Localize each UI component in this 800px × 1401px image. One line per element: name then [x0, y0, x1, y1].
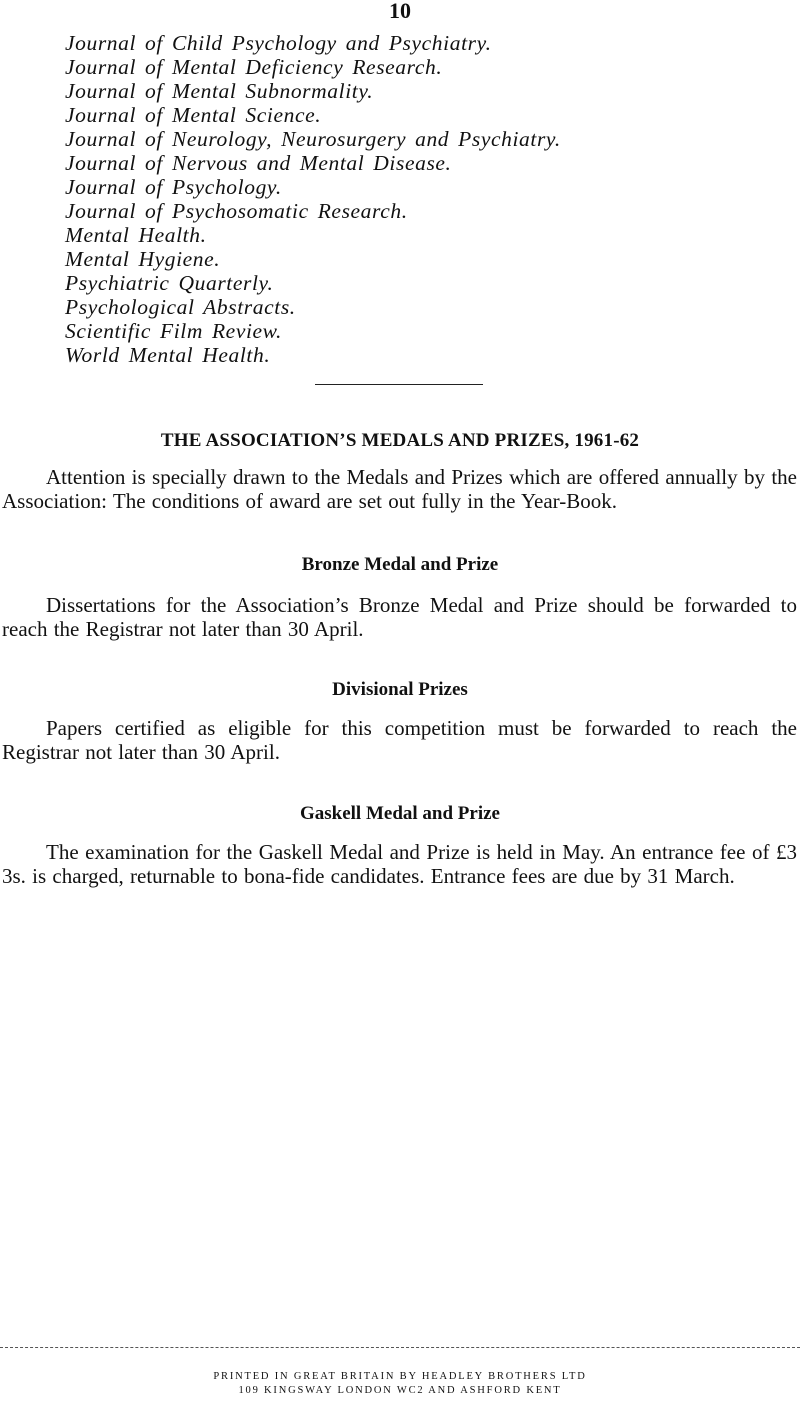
page-number: 10: [389, 0, 411, 23]
gaskell-medal-text: The examination for the Gaskell Medal and Prize is held in May. An entrance fee of £3 3s. is charged, returnable to bona-fide candidates. Entrance fees are due by 31 March.: [2, 840, 797, 888]
bronze-medal-heading: Bronze Medal and Prize: [301, 554, 499, 575]
bronze-medal-text: Dissertations for the Association’s Bronze Medal and Prize should be forwarded to reach the Registrar not later than 30 April.: [2, 593, 797, 641]
divisional-prizes-text: Papers certified as eligible for this competition must be forwarded to reach the Registrar not later than 30 April.: [2, 716, 797, 764]
journal-item: Journal of Neurology, Neurosurgery and Psychiatry.: [65, 127, 561, 151]
printer-imprint-line-2: 109 KINGSWAY LONDON WC2 AND ASHFORD KENT: [238, 1385, 562, 1396]
printer-imprint-line-1: PRINTED IN GREAT BRITAIN BY HEADLEY BROTHERS LTD: [213, 1371, 587, 1382]
journal-item: Journal of Nervous and Mental Disease.: [65, 151, 452, 175]
journal-item: Psychiatric Quarterly.: [65, 271, 274, 295]
divisional-prizes-heading: Divisional Prizes: [332, 679, 468, 700]
medals-title: THE ASSOCIATION’S MEDALS AND PRIZES, 1961-62: [160, 430, 640, 451]
journal-item: Journal of Mental Deficiency Research.: [65, 55, 443, 79]
journal-item: World Mental Health.: [65, 343, 271, 367]
medals-intro: Attention is specially drawn to the Medals and Prizes which are offered annually by the Association: The conditions of award are set out fully in the Year-Book.: [2, 465, 797, 513]
footer-divider: [0, 1347, 800, 1348]
journal-item: Journal of Psychology.: [65, 175, 282, 199]
journal-item: Journal of Child Psychology and Psychiatry.: [65, 31, 492, 55]
journal-item: Journal of Psychosomatic Research.: [65, 199, 408, 223]
journal-item: Journal of Mental Subnormality.: [65, 79, 374, 103]
journal-item: Mental Hygiene.: [65, 247, 221, 271]
journal-item: Mental Health.: [65, 223, 207, 247]
gaskell-medal-heading: Gaskell Medal and Prize: [299, 803, 500, 824]
section-divider: [315, 384, 483, 385]
journal-item: Psychological Abstracts.: [65, 295, 296, 319]
journal-item: Scientific Film Review.: [65, 319, 283, 343]
journal-item: Journal of Mental Science.: [65, 103, 322, 127]
journal-list: [65, 31, 561, 367]
